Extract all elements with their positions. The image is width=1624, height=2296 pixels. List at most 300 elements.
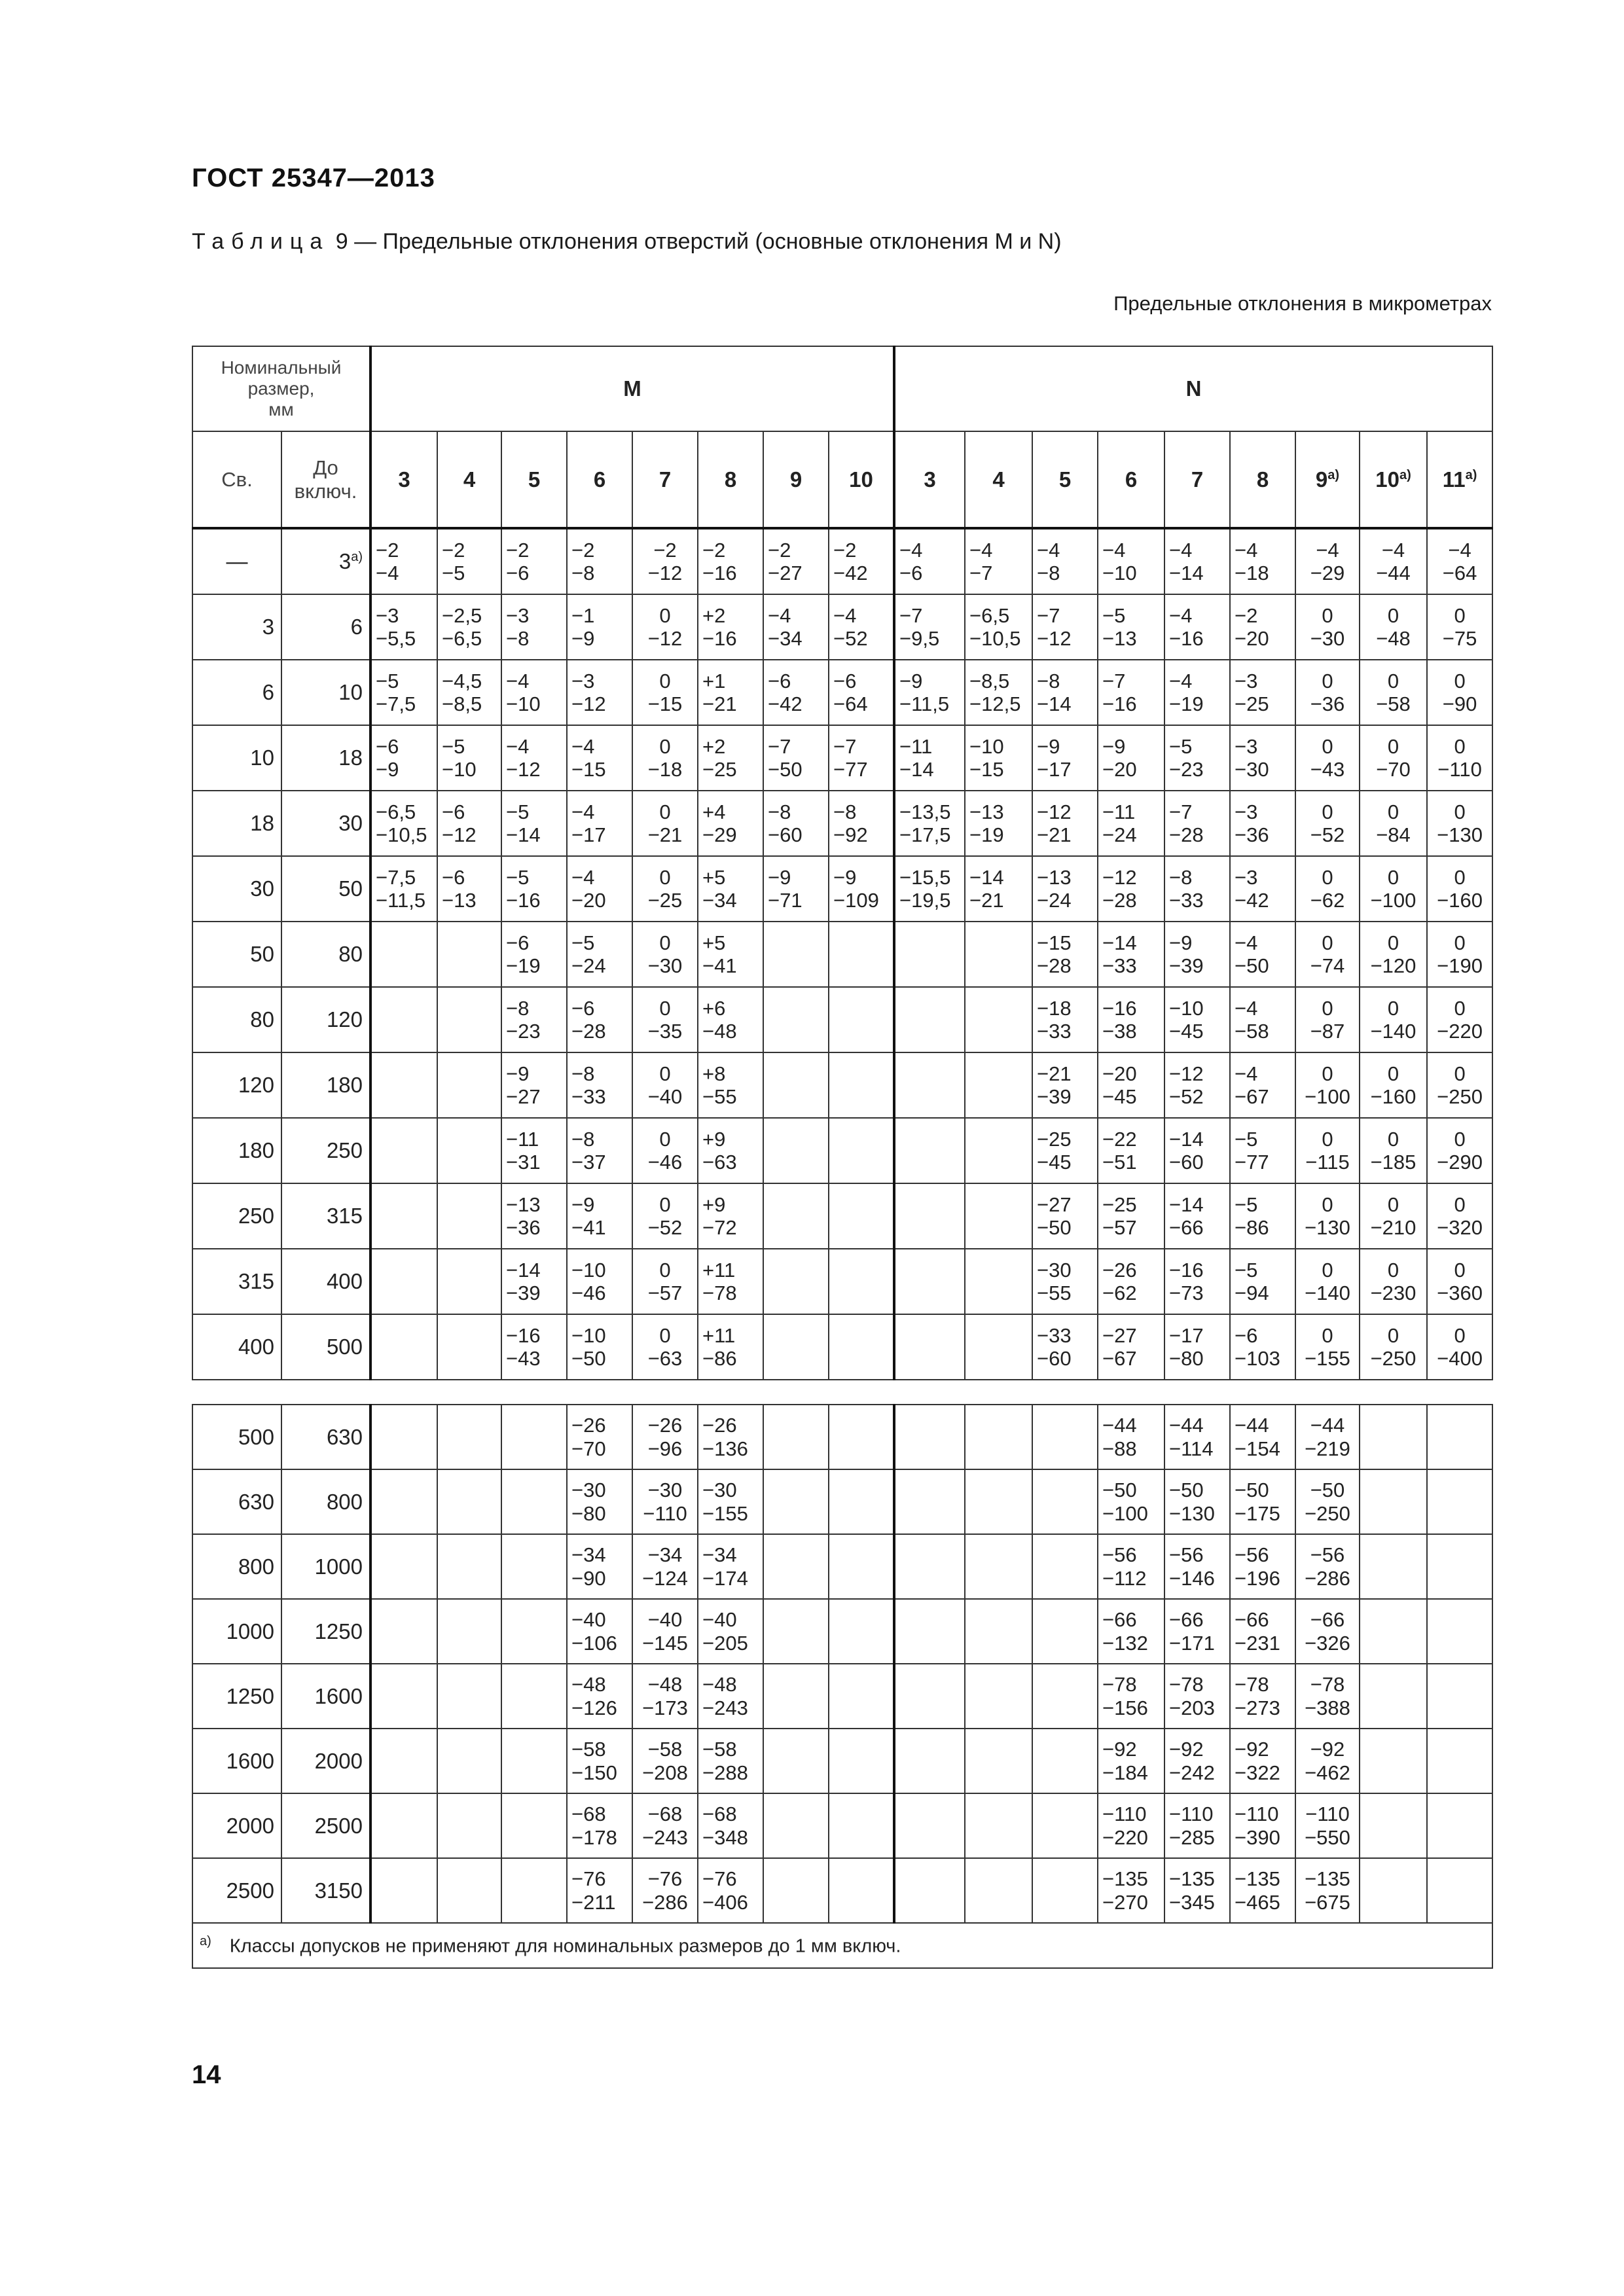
lower-deviation: −80: [571, 1501, 606, 1525]
lower-deviation: −70: [571, 1437, 606, 1460]
size-to-value: 400: [326, 1269, 363, 1293]
upper-deviation: −6: [1235, 1323, 1258, 1347]
deviation-cell: [437, 725, 501, 791]
lower-deviation: −208: [642, 1761, 688, 1784]
deviation-cell: [370, 1405, 437, 1469]
deviation-cell: [1360, 922, 1427, 987]
deviation-cell: [501, 922, 567, 987]
header-nominal-line3: мм: [268, 399, 294, 420]
size-to-note: а): [351, 550, 363, 564]
deviation-cell: [829, 1599, 894, 1664]
upper-deviation: −78: [1235, 1673, 1269, 1696]
separator-cell: [192, 1380, 1492, 1405]
upper-deviation: 0: [1454, 996, 1466, 1020]
upper-deviation: −21: [1037, 1062, 1072, 1085]
upper-deviation: 0: [1454, 800, 1466, 823]
deviation-cell: [894, 1249, 965, 1314]
col-header-to-line2: включ.: [294, 479, 357, 503]
deviation-cell: [370, 1664, 437, 1729]
deviation-cell: [370, 987, 437, 1052]
lower-deviation: −103: [1235, 1347, 1280, 1370]
upper-deviation: −34: [571, 1543, 606, 1567]
deviation-cell: [437, 1052, 501, 1118]
col-class-value: 9: [1315, 467, 1328, 492]
lower-deviation: −25: [1235, 692, 1269, 715]
lower-deviation: −45: [1037, 1151, 1072, 1174]
upper-deviation: −8,5: [969, 669, 1010, 692]
deviation-cell: [437, 660, 501, 725]
units-note: Предельные отклонения в микрометрах: [1113, 292, 1492, 315]
deviation-cell: [829, 594, 894, 660]
deviation-cell: [1164, 1052, 1230, 1118]
upper-deviation: 0: [1387, 734, 1399, 758]
deviation-cell: [1032, 1599, 1098, 1664]
lower-deviation: −30: [647, 954, 683, 977]
lower-deviation: −33: [1037, 1020, 1072, 1043]
lower-deviation: −11,5: [376, 889, 426, 912]
deviation-cell: [437, 791, 501, 856]
col-header-n-3: [894, 431, 965, 528]
upper-deviation: −10: [969, 734, 1004, 758]
header-nominal-line2: размер,: [247, 378, 315, 399]
col-class-value: 6: [1125, 467, 1138, 492]
lower-deviation: −58: [1376, 692, 1411, 715]
col-header-m-5: [501, 431, 567, 528]
lower-deviation: −16: [702, 562, 737, 584]
deviation-cell: [1164, 660, 1230, 725]
upper-deviation: −16: [1169, 1258, 1204, 1282]
deviation-cell: [1427, 660, 1492, 725]
lower-deviation: −17: [571, 823, 606, 846]
upper-deviation: 0: [1322, 1127, 1333, 1151]
upper-deviation: −13: [1037, 865, 1072, 889]
upper-deviation: −13: [506, 1193, 541, 1216]
upper-deviation: +5: [702, 865, 726, 889]
deviation-cell: [1164, 1469, 1230, 1534]
deviation-cell: [1230, 922, 1295, 987]
lower-deviation: −175: [1235, 1501, 1280, 1525]
upper-deviation: −44: [1169, 1414, 1204, 1437]
lower-deviation: −100: [1102, 1501, 1148, 1525]
deviation-cell: [567, 791, 632, 856]
deviation-cell: [1360, 1664, 1427, 1729]
deviation-cell: [829, 1052, 894, 1118]
lower-deviation: −33: [1169, 889, 1204, 912]
lower-deviation: −66: [1169, 1216, 1204, 1239]
deviation-cell: [894, 1469, 965, 1534]
upper-deviation: −2: [653, 538, 677, 562]
upper-deviation: −92: [1235, 1738, 1269, 1761]
lower-deviation: −220: [1437, 1020, 1483, 1043]
lower-deviation: −55: [1037, 1282, 1072, 1304]
deviation-cell: [501, 1729, 567, 1793]
upper-deviation: −40: [647, 1608, 683, 1632]
deviation-cell: [1360, 987, 1427, 1052]
deviation-cell: [1360, 528, 1427, 594]
deviation-cell: [1427, 1118, 1492, 1183]
size-to-value: 250: [326, 1138, 363, 1162]
deviation-cell: [1230, 660, 1295, 725]
deviation-cell: [698, 528, 763, 594]
upper-deviation: −4: [768, 603, 791, 627]
deviation-cell: [1098, 1405, 1164, 1469]
upper-deviation: −8: [1037, 669, 1060, 692]
upper-deviation: 0: [1387, 1127, 1399, 1151]
deviation-cell: [894, 725, 965, 791]
lower-deviation: −19: [1169, 692, 1204, 715]
size-from: 180: [192, 1118, 281, 1183]
lower-deviation: −16: [702, 627, 737, 650]
deviation-cell: [437, 1183, 501, 1249]
deviation-cell: [965, 987, 1032, 1052]
deviation-cell: [1098, 1469, 1164, 1534]
group-header-n: N: [894, 346, 1492, 431]
lower-deviation: −21: [969, 889, 1004, 912]
upper-deviation: −5: [1235, 1193, 1258, 1216]
upper-deviation: −6: [442, 865, 465, 889]
upper-deviation: 0: [1387, 800, 1399, 823]
upper-deviation: −110: [1102, 1803, 1147, 1826]
deviation-cell: [1230, 1729, 1295, 1793]
lower-deviation: −10,5: [376, 823, 427, 846]
deviation-cell: [567, 1858, 632, 1923]
deviation-cell: [1032, 1118, 1098, 1183]
col-header-n-11: [1427, 431, 1492, 528]
deviation-cell: [763, 922, 829, 987]
lower-deviation: −273: [1235, 1696, 1280, 1719]
upper-deviation: −56: [1169, 1543, 1204, 1567]
lower-deviation: −155: [1305, 1347, 1350, 1370]
lower-deviation: −462: [1305, 1761, 1350, 1784]
lower-deviation: −243: [642, 1825, 688, 1849]
deviation-cell: [1032, 660, 1098, 725]
lower-deviation: −14: [1169, 562, 1204, 584]
table-row: [192, 1118, 1492, 1183]
col-class-value: 7: [1191, 467, 1204, 492]
deviation-cell: [829, 1469, 894, 1534]
lower-deviation: −30: [1310, 627, 1345, 650]
upper-deviation: −5: [376, 669, 399, 692]
deviation-cell: [698, 1858, 763, 1923]
deviations-table: [192, 346, 1493, 1969]
lower-deviation: −43: [1310, 758, 1345, 781]
lower-deviation: −20: [571, 889, 606, 912]
lower-deviation: −322: [1235, 1761, 1280, 1784]
lower-deviation: −90: [1442, 692, 1477, 715]
upper-deviation: −92: [1169, 1738, 1204, 1761]
deviation-cell: [370, 1534, 437, 1599]
upper-deviation: 0: [1387, 1062, 1399, 1085]
upper-deviation: −8: [1169, 865, 1193, 889]
lower-deviation: −46: [571, 1282, 606, 1304]
deviation-cell: [965, 791, 1032, 856]
lower-deviation: −36: [506, 1216, 541, 1239]
upper-deviation: −30: [571, 1479, 606, 1502]
upper-deviation: −4: [571, 865, 595, 889]
size-from: 400: [192, 1314, 281, 1380]
deviation-cell: [1360, 856, 1427, 922]
lower-deviation: −78: [702, 1282, 737, 1304]
deviation-cell: [1032, 1469, 1098, 1534]
lower-deviation: −184: [1102, 1761, 1148, 1784]
deviation-cell: [567, 1405, 632, 1469]
table-row: [192, 1183, 1492, 1249]
header-nominal-line1: Номинальный: [221, 357, 342, 378]
lower-deviation: −55: [702, 1085, 737, 1108]
upper-deviation: −6: [571, 996, 595, 1020]
deviation-cell: [501, 1249, 567, 1314]
upper-deviation: 0: [659, 931, 671, 954]
lower-deviation: −57: [647, 1282, 683, 1304]
lower-deviation: −42: [1235, 889, 1269, 912]
upper-deviation: −3: [376, 603, 399, 627]
deviation-cell: [501, 594, 567, 660]
upper-deviation: −4: [1169, 603, 1193, 627]
deviation-cell: [965, 922, 1032, 987]
deviation-cell: [567, 1729, 632, 1793]
lower-deviation: −24: [1037, 889, 1072, 912]
size-to-value: 120: [326, 1007, 363, 1031]
deviation-cell: [763, 1664, 829, 1729]
size-to: [281, 1314, 370, 1380]
deviation-cell: [965, 856, 1032, 922]
lower-deviation: −20: [1102, 758, 1137, 781]
deviation-cell: [763, 660, 829, 725]
deviation-cell: [1295, 725, 1360, 791]
deviation-cell: [1295, 1405, 1360, 1469]
lower-deviation: −115: [1305, 1151, 1350, 1174]
table-footnote-row: [192, 1923, 1492, 1968]
deviation-cell: [1098, 1118, 1164, 1183]
upper-deviation: −4: [506, 669, 530, 692]
deviation-cell: [763, 1534, 829, 1599]
lower-deviation: −270: [1102, 1890, 1148, 1914]
upper-deviation: −11: [1102, 800, 1136, 823]
upper-deviation: −58: [647, 1738, 683, 1761]
size-from: —: [192, 528, 281, 594]
upper-deviation: −44: [1310, 1414, 1345, 1437]
upper-deviation: −135: [1305, 1867, 1350, 1891]
upper-deviation: −56: [1102, 1543, 1137, 1567]
size-to: [281, 1183, 370, 1249]
deviation-cell: [894, 660, 965, 725]
deviation-cell: [1230, 1052, 1295, 1118]
deviation-cell: [763, 791, 829, 856]
upper-deviation: −20: [1102, 1062, 1137, 1085]
deviation-cell: [1098, 1534, 1164, 1599]
footnote-mark: а): [200, 1933, 211, 1948]
upper-deviation: 0: [659, 1127, 671, 1151]
deviation-cell: [567, 528, 632, 594]
lower-deviation: −326: [1305, 1631, 1350, 1655]
lower-deviation: −12: [647, 627, 683, 650]
lower-deviation: −205: [702, 1631, 748, 1655]
deviation-cell: [1032, 1664, 1098, 1729]
lower-deviation: −86: [1235, 1216, 1269, 1239]
col-header-m-9: [763, 431, 829, 528]
deviation-cell: [965, 1729, 1032, 1793]
lower-deviation: −15: [571, 758, 606, 781]
upper-deviation: −50: [1169, 1479, 1204, 1502]
deviation-cell: [632, 856, 698, 922]
lower-deviation: −288: [702, 1761, 748, 1784]
document-header: ГОСТ 25347—2013: [192, 164, 435, 192]
upper-deviation: −110: [1169, 1803, 1214, 1826]
deviation-cell: [370, 1249, 437, 1314]
lower-deviation: −20: [1235, 627, 1269, 650]
upper-deviation: −9: [506, 1062, 530, 1085]
upper-deviation: −78: [1102, 1673, 1137, 1696]
deviation-cell: [763, 856, 829, 922]
upper-deviation: −50: [1310, 1479, 1345, 1502]
size-from: 30: [192, 856, 281, 922]
deviation-cell: [1427, 922, 1492, 987]
lower-deviation: −8: [571, 562, 595, 584]
lower-deviation: −173: [642, 1696, 688, 1719]
deviation-cell: [1032, 1405, 1098, 1469]
deviation-cell: [1164, 856, 1230, 922]
deviation-cell: [1360, 1249, 1427, 1314]
deviation-cell: [1360, 1314, 1427, 1380]
lower-deviation: −9: [571, 627, 595, 650]
deviation-cell: [1427, 1793, 1492, 1858]
lower-deviation: −7,5: [376, 692, 416, 715]
lower-deviation: −4: [376, 562, 399, 584]
size-from: 6: [192, 660, 281, 725]
col-header-n-4: [965, 431, 1032, 528]
upper-deviation: 0: [659, 1323, 671, 1347]
upper-deviation: −8: [833, 800, 857, 823]
deviation-cell: [1360, 1469, 1427, 1534]
deviation-cell: [632, 791, 698, 856]
deviation-cell: [1032, 1534, 1098, 1599]
deviation-cell: [567, 725, 632, 791]
deviation-cell: [763, 987, 829, 1052]
deviation-cell: [1360, 1052, 1427, 1118]
lower-deviation: −52: [647, 1216, 683, 1239]
deviation-cell: [567, 1249, 632, 1314]
upper-deviation: −2: [768, 538, 791, 562]
lower-deviation: −6: [506, 562, 530, 584]
lower-deviation: −13: [442, 889, 477, 912]
upper-deviation: 0: [1322, 996, 1333, 1020]
upper-deviation: 0: [1454, 1193, 1466, 1216]
deviation-cell: [632, 528, 698, 594]
size-to: [281, 1249, 370, 1314]
lower-deviation: −48: [1376, 627, 1411, 650]
deviation-cell: [1360, 725, 1427, 791]
upper-deviation: 0: [1387, 1323, 1399, 1347]
deviation-cell: [763, 1793, 829, 1858]
deviation-cell: [829, 1314, 894, 1380]
deviation-cell: [965, 1793, 1032, 1858]
upper-deviation: −12: [1102, 865, 1137, 889]
upper-deviation: −3: [1235, 865, 1258, 889]
lower-deviation: −112: [1102, 1566, 1147, 1590]
lower-deviation: −13: [1102, 627, 1137, 650]
lower-deviation: −360: [1437, 1282, 1483, 1304]
deviation-cell: [965, 1314, 1032, 1380]
size-to: [281, 922, 370, 987]
upper-deviation: −14: [1169, 1127, 1204, 1151]
lower-deviation: −243: [702, 1696, 748, 1719]
upper-deviation: −58: [571, 1738, 606, 1761]
deviation-cell: [1230, 1793, 1295, 1858]
lower-deviation: −12: [647, 562, 683, 584]
deviation-cell: [567, 1183, 632, 1249]
deviation-cell: [437, 1599, 501, 1664]
lower-deviation: −219: [1305, 1437, 1350, 1460]
lower-deviation: −25: [702, 758, 737, 781]
lower-deviation: −15: [969, 758, 1004, 781]
upper-deviation: 0: [1387, 996, 1399, 1020]
table-row: [192, 987, 1492, 1052]
upper-deviation: −34: [647, 1543, 683, 1567]
col-class-value: 10: [849, 467, 873, 492]
lower-deviation: −18: [647, 758, 683, 781]
upper-deviation: −40: [571, 1608, 606, 1632]
lower-deviation: −39: [506, 1282, 541, 1304]
upper-deviation: −5: [1102, 603, 1126, 627]
table-caption: [192, 229, 1062, 255]
deviation-cell: [1164, 725, 1230, 791]
lower-deviation: −126: [571, 1696, 617, 1719]
upper-deviation: 0: [659, 996, 671, 1020]
col-class-value: 3: [924, 467, 936, 492]
upper-deviation: 0: [1387, 1193, 1399, 1216]
upper-deviation: 0: [1322, 865, 1333, 889]
size-from: 50: [192, 922, 281, 987]
deviation-cell: [698, 1052, 763, 1118]
size-to: [281, 1118, 370, 1183]
upper-deviation: −14: [1169, 1193, 1204, 1216]
lower-deviation: −31: [506, 1151, 541, 1174]
lower-deviation: −90: [571, 1566, 606, 1590]
upper-deviation: −76: [647, 1867, 683, 1891]
size-from: 315: [192, 1249, 281, 1314]
upper-deviation: −92: [1102, 1738, 1137, 1761]
lower-deviation: −35: [647, 1020, 683, 1043]
deviation-cell: [1164, 922, 1230, 987]
deviation-cell: [1427, 1729, 1492, 1793]
table-row: [192, 528, 1492, 594]
col-header-n-6: [1098, 431, 1164, 528]
upper-deviation: −4: [1235, 931, 1258, 954]
lower-deviation: −5: [442, 562, 465, 584]
upper-deviation: −5: [1169, 734, 1193, 758]
upper-deviation: −4: [1448, 538, 1471, 562]
upper-deviation: −4: [506, 734, 530, 758]
deviation-cell: [501, 1314, 567, 1380]
caption-lead: Таблица: [192, 229, 330, 254]
deviation-cell: [632, 1729, 698, 1793]
lower-deviation: −5,5: [376, 627, 416, 650]
lower-deviation: −23: [506, 1020, 541, 1043]
deviation-cell: [1295, 1729, 1360, 1793]
size-to: [281, 1729, 370, 1793]
lower-deviation: −87: [1310, 1020, 1345, 1043]
deviation-cell: [698, 1729, 763, 1793]
lower-deviation: −242: [1169, 1761, 1215, 1784]
deviation-cell: [1427, 1405, 1492, 1469]
lower-deviation: −21: [1037, 823, 1072, 846]
lower-deviation: −96: [647, 1437, 683, 1460]
upper-deviation: 0: [659, 865, 671, 889]
lower-deviation: −70: [1376, 758, 1411, 781]
upper-deviation: 0: [1454, 1062, 1466, 1085]
upper-deviation: −110: [1305, 1803, 1350, 1826]
lower-deviation: −7: [969, 562, 993, 584]
